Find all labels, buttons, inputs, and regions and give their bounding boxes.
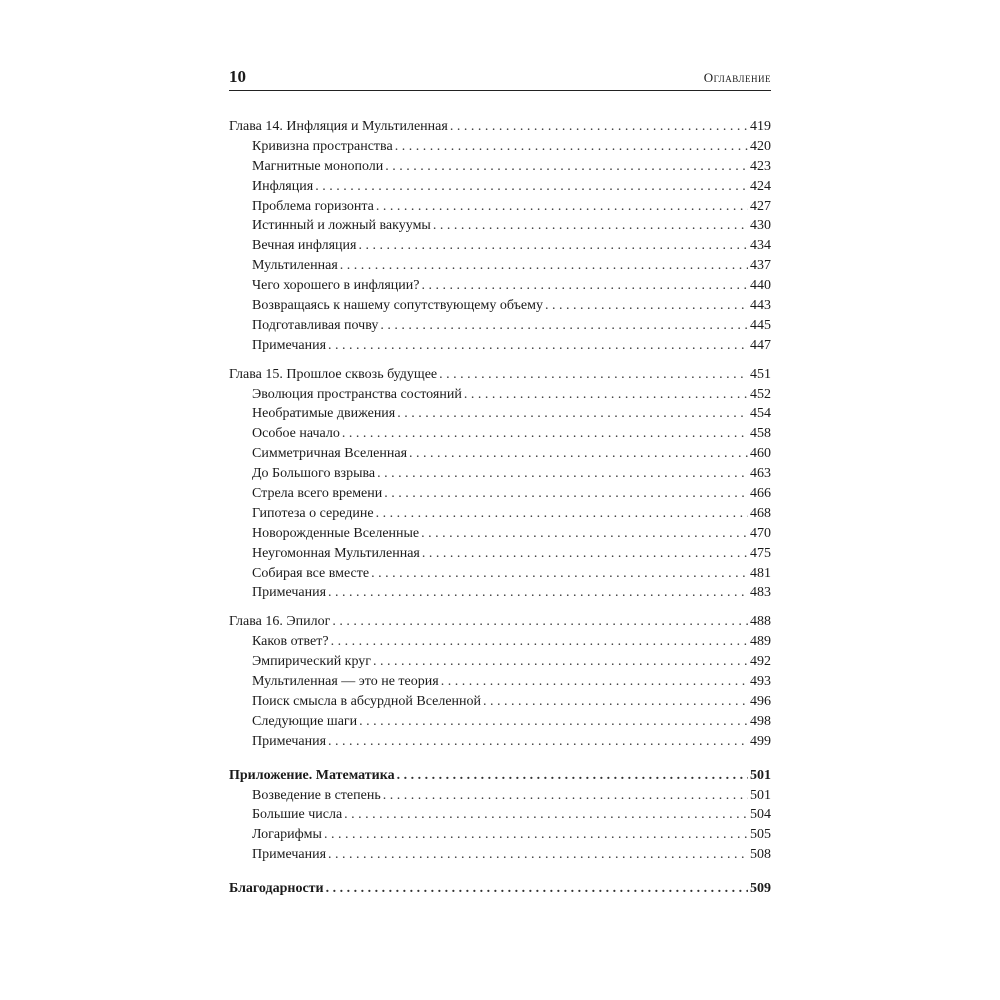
- toc-entry-page: 509: [750, 881, 771, 897]
- toc-entry-page: 427: [750, 198, 771, 214]
- toc-spacer: [229, 605, 771, 614]
- toc-entry[interactable]: [229, 159, 771, 179]
- toc-entry-title: Симметричная Вселенная: [252, 446, 408, 462]
- toc-entry[interactable]: [229, 318, 771, 338]
- toc-entry[interactable]: [229, 788, 771, 808]
- toc-entry-page: 423: [750, 158, 771, 174]
- dot-leader: [359, 714, 748, 730]
- toc-entry[interactable]: [229, 714, 771, 734]
- dot-leader: [545, 298, 748, 314]
- toc-entry-page: 451: [750, 366, 771, 382]
- dot-leader: [380, 318, 748, 334]
- dot-leader: [397, 406, 748, 422]
- toc-chapter-entry[interactable]: [229, 367, 771, 387]
- dot-leader: [377, 466, 748, 482]
- toc-entry-title: Глава 15. Прошлое сквозь будущее: [229, 366, 438, 382]
- toc-spacer: [229, 358, 771, 367]
- toc-entry-title: Чего хорошего в инфляции?: [252, 278, 420, 294]
- toc-entry-title: Поиск смысла в абсурдной Вселенной: [252, 693, 482, 709]
- toc-entry[interactable]: [229, 546, 771, 566]
- toc-entry-page: 488: [750, 614, 771, 630]
- toc-entry[interactable]: [229, 238, 771, 258]
- toc-entry-title: Гипотеза о середине: [252, 505, 374, 521]
- dot-leader: [376, 199, 748, 215]
- toc-entry-title: Примечания: [252, 337, 327, 353]
- dot-leader: [439, 367, 748, 383]
- toc-entry-title: Каков ответ?: [252, 634, 329, 650]
- toc-entry[interactable]: [229, 694, 771, 714]
- toc-entry-title: Примечания: [252, 847, 327, 863]
- toc-entry[interactable]: [229, 486, 771, 506]
- toc-entry[interactable]: [229, 258, 771, 278]
- toc-entry-title: Следующие шаги: [252, 713, 358, 729]
- toc-entry[interactable]: [229, 298, 771, 318]
- toc-entry-title: До Большого взрыва: [252, 466, 376, 482]
- toc-entry-title: Инфляция: [252, 178, 314, 194]
- toc-chapter-entry[interactable]: [229, 119, 771, 139]
- toc-entry-page: 483: [750, 585, 771, 601]
- toc-entry-page: 498: [750, 713, 771, 729]
- dot-leader: [328, 338, 748, 354]
- dot-leader: [328, 734, 748, 750]
- dot-leader: [331, 634, 748, 650]
- toc-entry-page: 470: [750, 525, 771, 541]
- dot-leader: [450, 119, 748, 135]
- running-title: Оглавление: [703, 70, 771, 85]
- toc-entry-title: Особое начало: [252, 426, 340, 442]
- toc-entry-page: 501: [750, 787, 771, 803]
- dot-leader: [326, 881, 748, 897]
- toc-entry-title: Логарифмы: [252, 827, 322, 843]
- toc-entry-title: Глава 14. Инфляция и Мультиленная: [229, 119, 448, 134]
- toc-entry-title: Проблема горизонта: [252, 198, 374, 214]
- toc-entry[interactable]: [229, 734, 771, 754]
- toc-entry-title: Новорожденные Вселенные: [252, 525, 420, 541]
- toc-entry-page: 466: [750, 486, 771, 502]
- dot-leader: [409, 446, 748, 462]
- dot-leader: [376, 506, 748, 522]
- toc-entry-title: Собирая все вместе: [252, 565, 370, 581]
- dot-leader: [395, 139, 748, 155]
- toc-entry[interactable]: [229, 179, 771, 199]
- dot-leader: [328, 585, 748, 601]
- dot-leader: [397, 768, 748, 784]
- toc-entry-page: 452: [750, 386, 771, 402]
- toc-entry[interactable]: [229, 654, 771, 674]
- toc-entry-title: Приложение. Математика: [229, 767, 395, 783]
- toc-entry-title: Большие числа: [252, 807, 343, 823]
- toc-entry-page: 443: [750, 298, 771, 314]
- toc-entry-title: Примечания: [252, 733, 327, 749]
- toc-entry-title: Глава 16. Эпилог: [229, 614, 331, 630]
- dot-leader: [328, 847, 748, 863]
- toc-entry-title: Примечания: [252, 585, 327, 601]
- page-header: [229, 66, 771, 91]
- toc-entry-title: Стрела всего времени: [252, 486, 383, 502]
- dot-leader: [421, 526, 748, 542]
- toc-entry-title: Возвращаясь к нашему сопутствующему объему: [252, 298, 543, 314]
- toc-entry[interactable]: [229, 139, 771, 159]
- toc-entry-title: Эмпирический круг: [252, 654, 372, 670]
- toc-entry[interactable]: [229, 218, 771, 238]
- toc-entry[interactable]: [229, 526, 771, 546]
- table-of-contents: [229, 119, 771, 901]
- dot-leader: [441, 674, 748, 690]
- dot-leader: [433, 218, 748, 234]
- toc-entry[interactable]: [229, 506, 771, 526]
- dot-leader: [344, 807, 748, 823]
- toc-entry-page: 437: [750, 258, 771, 274]
- dot-leader: [483, 694, 748, 710]
- toc-entry-page: 458: [750, 426, 771, 442]
- toc-entry-page: 496: [750, 693, 771, 709]
- dot-leader: [373, 654, 748, 670]
- toc-entry[interactable]: [229, 634, 771, 654]
- toc-entry-page: 424: [750, 178, 771, 194]
- toc-entry-title: Магнитные монополи: [252, 158, 384, 174]
- toc-entry-page: 481: [750, 565, 771, 581]
- toc-entry-page: 492: [750, 654, 771, 670]
- toc-chapter-entry[interactable]: [229, 881, 771, 901]
- toc-entry[interactable]: [229, 426, 771, 446]
- dot-leader: [384, 486, 748, 502]
- toc-entry-page: 460: [750, 446, 771, 462]
- toc-entry-title: Необратимые движения: [252, 406, 396, 422]
- dot-leader: [464, 387, 748, 403]
- toc-entry-title: Возведение в степень: [252, 787, 381, 803]
- toc-entry-page: 499: [750, 733, 771, 749]
- dot-leader: [342, 426, 748, 442]
- toc-entry-page: 489: [750, 634, 771, 650]
- toc-chapter-entry[interactable]: [229, 768, 771, 788]
- toc-spacer: [229, 867, 771, 881]
- toc-entry-page: 493: [750, 674, 771, 690]
- toc-entry[interactable]: [229, 387, 771, 407]
- toc-entry-title: Мультиленная: [252, 258, 338, 274]
- toc-entry-page: 445: [750, 317, 771, 333]
- toc-entry-title: Эволюция пространства состояний: [252, 386, 462, 402]
- toc-entry[interactable]: [229, 566, 771, 586]
- toc-entry[interactable]: [229, 847, 771, 867]
- toc-entry[interactable]: [229, 199, 771, 219]
- toc-spacer: [229, 754, 771, 768]
- toc-entry-page: 420: [750, 138, 771, 154]
- dot-leader: [315, 179, 748, 195]
- dot-leader: [332, 614, 748, 630]
- toc-entry[interactable]: [229, 278, 771, 298]
- toc-entry-title: Неугомонная Мультиленная: [252, 545, 420, 561]
- dot-leader: [371, 566, 748, 582]
- toc-chapter-entry[interactable]: [229, 614, 771, 634]
- dot-leader: [383, 788, 748, 804]
- toc-entry-page: 505: [750, 827, 771, 843]
- toc-entry[interactable]: [229, 827, 771, 847]
- dot-leader: [324, 827, 748, 843]
- toc-entry-page: 475: [750, 545, 771, 561]
- toc-entry-page: 434: [750, 238, 771, 254]
- toc-entry-page: 468: [750, 505, 771, 521]
- toc-entry-title: Кривизна пространства: [252, 138, 393, 154]
- dot-leader: [422, 278, 749, 294]
- toc-entry-title: Вечная инфляция: [252, 238, 357, 254]
- toc-entry-title: Истинный и ложный вакуумы: [252, 218, 431, 234]
- toc-entry-page: 419: [750, 119, 771, 134]
- toc-entry-title: Благодарности: [229, 881, 324, 897]
- toc-entry[interactable]: [229, 406, 771, 426]
- toc-entry-page: 430: [750, 218, 771, 234]
- toc-entry[interactable]: [229, 466, 771, 486]
- page-number: 10: [229, 67, 246, 86]
- dot-leader: [385, 159, 748, 175]
- toc-entry-page: 501: [750, 767, 771, 783]
- toc-entry-title: Мультиленная — это не теория: [252, 674, 439, 690]
- toc-entry[interactable]: [229, 807, 771, 827]
- toc-entry[interactable]: [229, 585, 771, 605]
- toc-entry-page: 454: [750, 406, 771, 422]
- toc-entry[interactable]: [229, 338, 771, 358]
- dot-leader: [422, 546, 748, 562]
- dot-leader: [340, 258, 748, 274]
- toc-entry-page: 463: [750, 466, 771, 482]
- toc-entry[interactable]: [229, 446, 771, 466]
- toc-entry-page: 447: [750, 337, 771, 353]
- toc-entry[interactable]: [229, 674, 771, 694]
- toc-entry-page: 508: [750, 847, 771, 863]
- toc-entry-page: 504: [750, 807, 771, 823]
- toc-entry-title: Подготавливая почву: [252, 317, 379, 333]
- toc-entry-page: 440: [750, 278, 771, 294]
- dot-leader: [358, 238, 748, 254]
- book-page: [229, 66, 771, 901]
